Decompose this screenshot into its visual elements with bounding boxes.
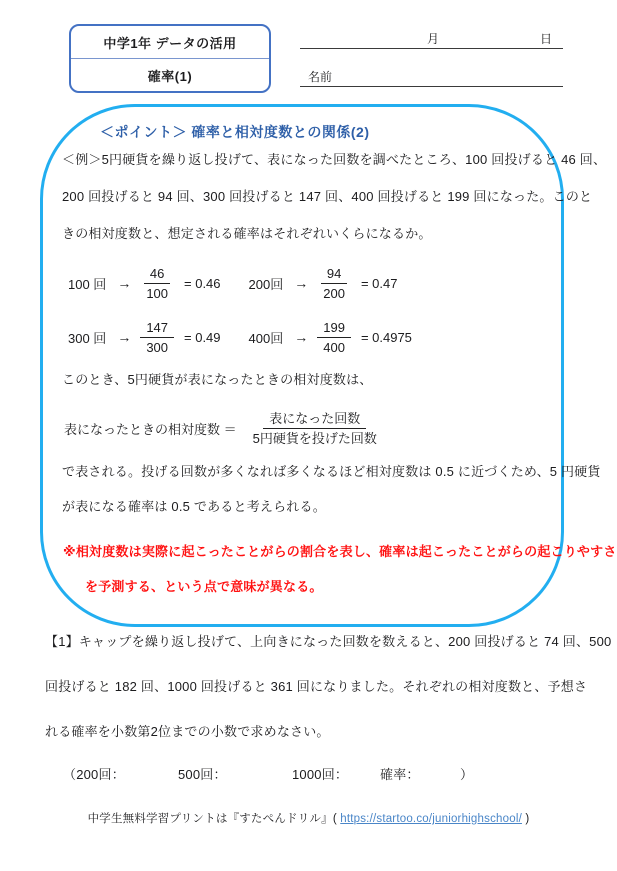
footer-link[interactable]: https://startoo.co/juniorhighschool/ bbox=[340, 813, 522, 825]
arrow-icon: → bbox=[117, 329, 132, 345]
day-label: 日 bbox=[540, 32, 553, 46]
formula-numerator: 表になった回数 bbox=[263, 411, 366, 429]
formula-lhs: 表になったときの相対度数 ＝ bbox=[64, 421, 237, 437]
footer-text: 中学生無料学習プリントは『すたぺんドリル』( bbox=[87, 813, 341, 825]
example-line: 200 回投げると 94 回、300 回投げると 147 回、400 回投げると 199 回になった。このと bbox=[62, 189, 593, 204]
mid-text: このとき、5円硬貨が表になったときの相対度数は、 bbox=[62, 372, 373, 387]
footer bbox=[0, 810, 617, 826]
sheet-title: 確率(1) bbox=[147, 68, 193, 84]
fraction bbox=[317, 266, 351, 301]
equation-result: = 0.4975 bbox=[360, 329, 412, 345]
fraction-denominator: 300 bbox=[146, 339, 169, 355]
date-underline bbox=[300, 48, 563, 49]
fraction-numerator: 147 bbox=[140, 320, 174, 338]
fraction bbox=[140, 266, 174, 301]
conclusion-line: が表になる確率は 0.5 であると考えられる。 bbox=[62, 499, 326, 514]
trial-count: 200回 bbox=[248, 276, 284, 292]
problem-line: れる確率を小数第2位までの小数で求めなさい。 bbox=[45, 724, 330, 739]
equation-result: = 0.46 bbox=[184, 275, 221, 291]
month-label: 月 bbox=[427, 32, 440, 46]
trial-count: 400回 bbox=[248, 330, 284, 346]
name-underline bbox=[300, 86, 563, 87]
fraction-numerator: 46 bbox=[144, 266, 170, 284]
fraction-denominator: 100 bbox=[146, 285, 169, 301]
equation-result: = 0.47 bbox=[360, 275, 398, 291]
answer-field-500: 500回： bbox=[178, 767, 227, 782]
footer-text: ) bbox=[521, 813, 530, 825]
arrow-icon: → bbox=[294, 329, 309, 345]
fraction bbox=[140, 320, 174, 355]
answer-field-probability: 確率： bbox=[380, 767, 420, 782]
formula-row bbox=[64, 404, 383, 452]
fraction-numerator: 199 bbox=[317, 320, 351, 338]
conclusion-line: で表される。投げる回数が多くなれば多くなるほど相対度数は 0.5 に近づくため、5 円硬貨 bbox=[62, 464, 601, 479]
example-line: きの相対度数と、想定される確率はそれぞれいくらになるか。 bbox=[62, 226, 432, 241]
trial-count: 300 回 bbox=[68, 330, 107, 346]
equation-result: = 0.49 bbox=[184, 329, 221, 345]
problem-line: 回投げると 182 回、1000 回投げると 361 回になりました。それぞれの相対度数と、予想さ bbox=[45, 679, 588, 694]
point-title: ＜ポイント＞ 確率と相対度数との関係(2) bbox=[100, 124, 370, 140]
name-label: 名前 bbox=[308, 70, 333, 84]
example-line: ＜例＞5円硬貨を繰り返し投げて、表になった回数を調べたところ、100 回投げると 46 回、 bbox=[62, 152, 607, 167]
formula-fraction bbox=[247, 411, 383, 446]
title-box bbox=[69, 24, 271, 93]
answer-close-paren: ） bbox=[460, 767, 474, 782]
note-line: ※相対度数は実際に起こったことがらの割合を表し、確率は起こったことがらの起こりやすさ bbox=[63, 544, 617, 559]
formula-denominator: 5円硬貨を投げた回数 bbox=[252, 430, 377, 446]
arrow-icon: → bbox=[294, 275, 309, 291]
answer-field-1000: 1000回： bbox=[292, 767, 349, 782]
equation-row-2 bbox=[68, 313, 412, 361]
note-line: を予測する、という点で意味が異なる。 bbox=[85, 579, 323, 594]
unit-title: 中学1年 データの活用 bbox=[71, 26, 269, 59]
fraction-denominator: 200 bbox=[323, 285, 345, 301]
equation-row-1 bbox=[68, 259, 397, 307]
fraction-numerator: 94 bbox=[321, 266, 347, 284]
answer-field-200: （200回： bbox=[63, 767, 125, 782]
trial-count: 100 回 bbox=[68, 276, 107, 292]
fraction-denominator: 400 bbox=[323, 339, 345, 355]
problem-line: 【1】キャップを繰り返し投げて、上向きになった回数を数えると、200 回投げると 74 回、500 bbox=[45, 634, 612, 649]
fraction bbox=[317, 320, 351, 355]
arrow-icon: → bbox=[117, 275, 132, 291]
